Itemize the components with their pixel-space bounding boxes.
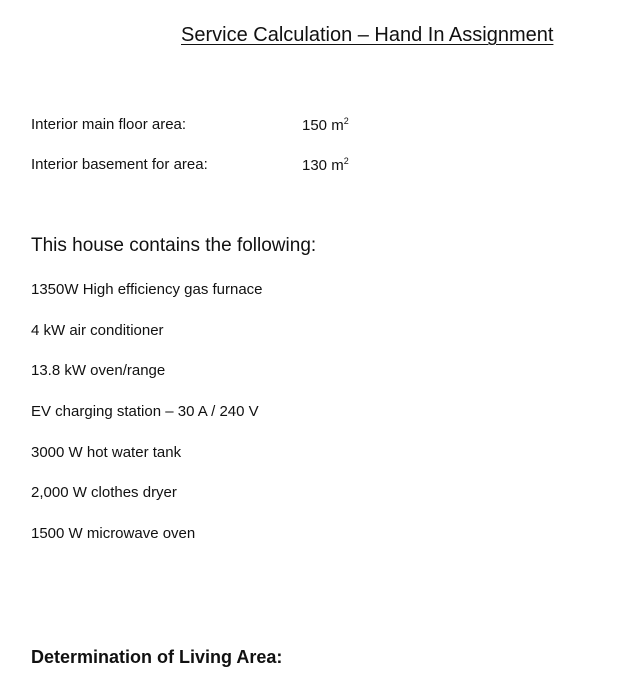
list-item: 2,000 W clothes dryer — [31, 484, 177, 502]
area-value — [302, 116, 349, 134]
area-number: 130 — [302, 157, 328, 174]
unit-exponent: 2 — [343, 116, 349, 126]
list-item: 3000 W hot water tank — [31, 443, 182, 461]
list-item: EV charging station – 30 A / 240 V — [31, 403, 259, 421]
area-unit: $m^2$ — [331, 156, 349, 174]
document-title: Service Calculation – Hand In Assignment — [181, 24, 554, 46]
list-item: 4 kW air conditioner — [31, 321, 164, 339]
area-number: 150 — [302, 117, 328, 134]
unit-exponent: 2 — [343, 156, 349, 166]
appliance-list — [31, 281, 263, 566]
list-item: 1500 W microwave oven — [31, 525, 196, 543]
list-item: 13.8 kW oven/range — [31, 362, 166, 380]
list-item: 1350W High efficiency gas furnace — [31, 281, 263, 298]
area-value — [302, 156, 349, 174]
living-area-heading: Determination of Living Area: — [31, 647, 283, 667]
area-unit: $m^2$ — [331, 116, 349, 134]
contains-heading: This house contains the following: — [31, 235, 317, 256]
area-label: Interior main floor area: — [31, 116, 187, 133]
area-label: Interior basement for area: — [31, 156, 208, 173]
